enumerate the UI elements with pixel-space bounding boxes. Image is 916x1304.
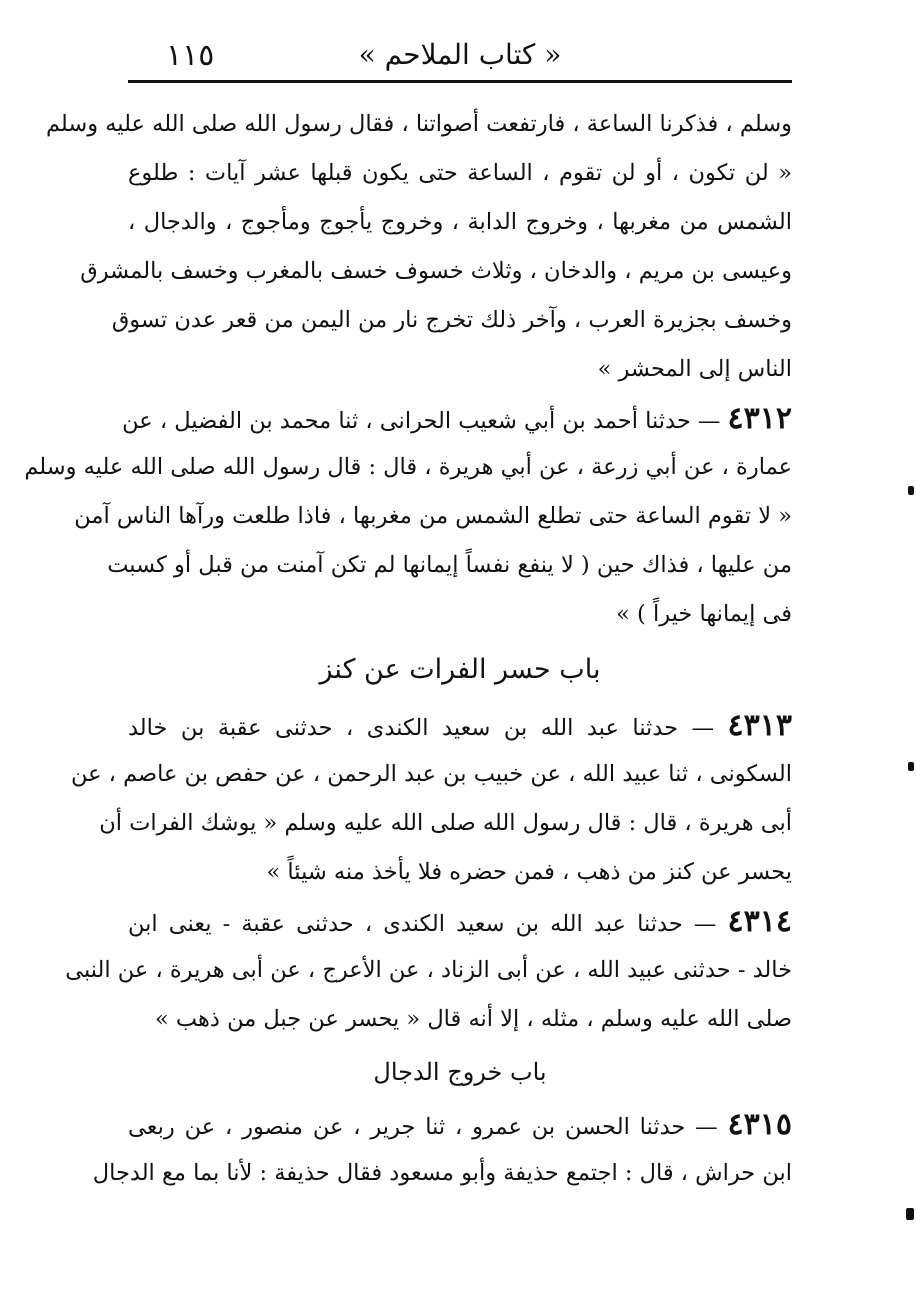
hadith-4313 bbox=[70, 701, 792, 897]
hadith-number: ٤٣١٣ bbox=[727, 708, 792, 743]
text-line: ابن حراش ، قال : اجتمع حذيفة وأبو مسعود فقال حذيفة : لأنا بما مع الدجال bbox=[92, 1160, 792, 1186]
text-line: الشمس من مغربها ، وخروج الدابة ، وخروج يأجوج ومأجوج ، والدجال ، bbox=[128, 209, 792, 235]
text-segment: — حدثنا أحمد بن أبي شعيب الحرانى ، ثنا محمد بن الفضيل ، عن bbox=[122, 408, 721, 434]
text-line: خالد - حدثنى عبيد الله ، عن أبى الزناد ، عن الأعرج ، عن أبى هريرة ، عن النبى bbox=[65, 957, 792, 983]
text-line: السكونى ، ثنا عبيد الله ، عن خبيب بن عبد الرحمن ، عن حفص بن عاصم ، عن bbox=[70, 761, 792, 787]
text-line: من عليها ، فذاك حين ( لا ينفع نفساً إيمانها لم تكن آمنت من قبل أو كسبت bbox=[107, 552, 792, 578]
hadith-number: ٤٣١٢ bbox=[727, 401, 792, 436]
scan-speck bbox=[908, 762, 914, 771]
hadith-number: ٤٣١٤ bbox=[727, 904, 792, 939]
text-line: « لن تكون ، أو لن تقوم ، الساعة حتى يكون قبلها عشر آيات : طلوع bbox=[128, 160, 792, 186]
text-line: الناس إلى المحشر » bbox=[597, 356, 792, 382]
text-line: عمارة ، عن أبي زرعة ، عن أبي هريرة ، قال : قال رسول الله صلى الله عليه وسلم bbox=[24, 454, 792, 480]
page-header bbox=[128, 30, 792, 80]
header-rule bbox=[128, 80, 792, 83]
text-line bbox=[128, 897, 792, 946]
text-line: وسلم ، فذكرنا الساعة ، فارتفعت أصواتنا ، فقال رسول الله صلى الله عليه وسلم bbox=[45, 111, 792, 137]
text-segment: — حدثنا عبد الله بن سعيد الكندى ، حدثنى عقبة - يعنى ابن bbox=[128, 911, 717, 937]
text-line bbox=[128, 1100, 792, 1149]
text-line: وخسف بجزيرة العرب ، وآخر ذلك تخرج نار من اليمن من قعر عدن تسوق bbox=[111, 307, 792, 333]
text-line: يحسر عن كنز من ذهب ، فمن حضره فلا يأخذ منه شيئاً » bbox=[266, 859, 792, 885]
text-line: صلى الله عليه وسلم ، مثله ، إلا أنه قال « يحسر عن جبل من ذهب » bbox=[155, 1006, 792, 1032]
text-line bbox=[128, 701, 792, 750]
text-line: فى إيمانها خيراً ) » bbox=[616, 601, 792, 627]
hadith-4314 bbox=[65, 897, 792, 1044]
text-line: وعيسى بن مريم ، والدخان ، وثلاث خسوف خسف بالمغرب وخسف بالمشرق bbox=[80, 258, 792, 284]
page-body bbox=[24, 100, 792, 1198]
hadith-4312 bbox=[24, 394, 792, 639]
page-number: ١١٥ bbox=[166, 38, 215, 73]
paragraph-continuation bbox=[45, 100, 792, 394]
text-segment: — حدثنا عبد الله بن سعيد الكندى ، حدثنى عقبة بن خالد bbox=[128, 715, 715, 741]
text-line bbox=[122, 394, 792, 443]
text-segment: — حدثنا الحسن بن عمرو ، ثنا جرير ، عن منصور ، عن ربعى bbox=[128, 1114, 718, 1140]
chapter-heading: باب حسر الفرات عن كنز bbox=[319, 654, 601, 685]
hadith-4315 bbox=[92, 1100, 792, 1198]
hadith-number: ٤٣١٥ bbox=[727, 1107, 792, 1142]
text-line: أبى هريرة ، قال : قال رسول الله صلى الله عليه وسلم « يوشك الفرات أن bbox=[99, 810, 792, 836]
running-title: « كتاب الملاحم » bbox=[358, 38, 562, 71]
text-line: « لا تقوم الساعة حتى تطلع الشمس من مغربها ، فاذا طلعت ورآها الناس آمن bbox=[74, 503, 792, 529]
scan-speck bbox=[906, 1208, 914, 1220]
scan-speck bbox=[908, 486, 914, 495]
chapter-heading: باب خروج الدجال bbox=[373, 1058, 547, 1086]
